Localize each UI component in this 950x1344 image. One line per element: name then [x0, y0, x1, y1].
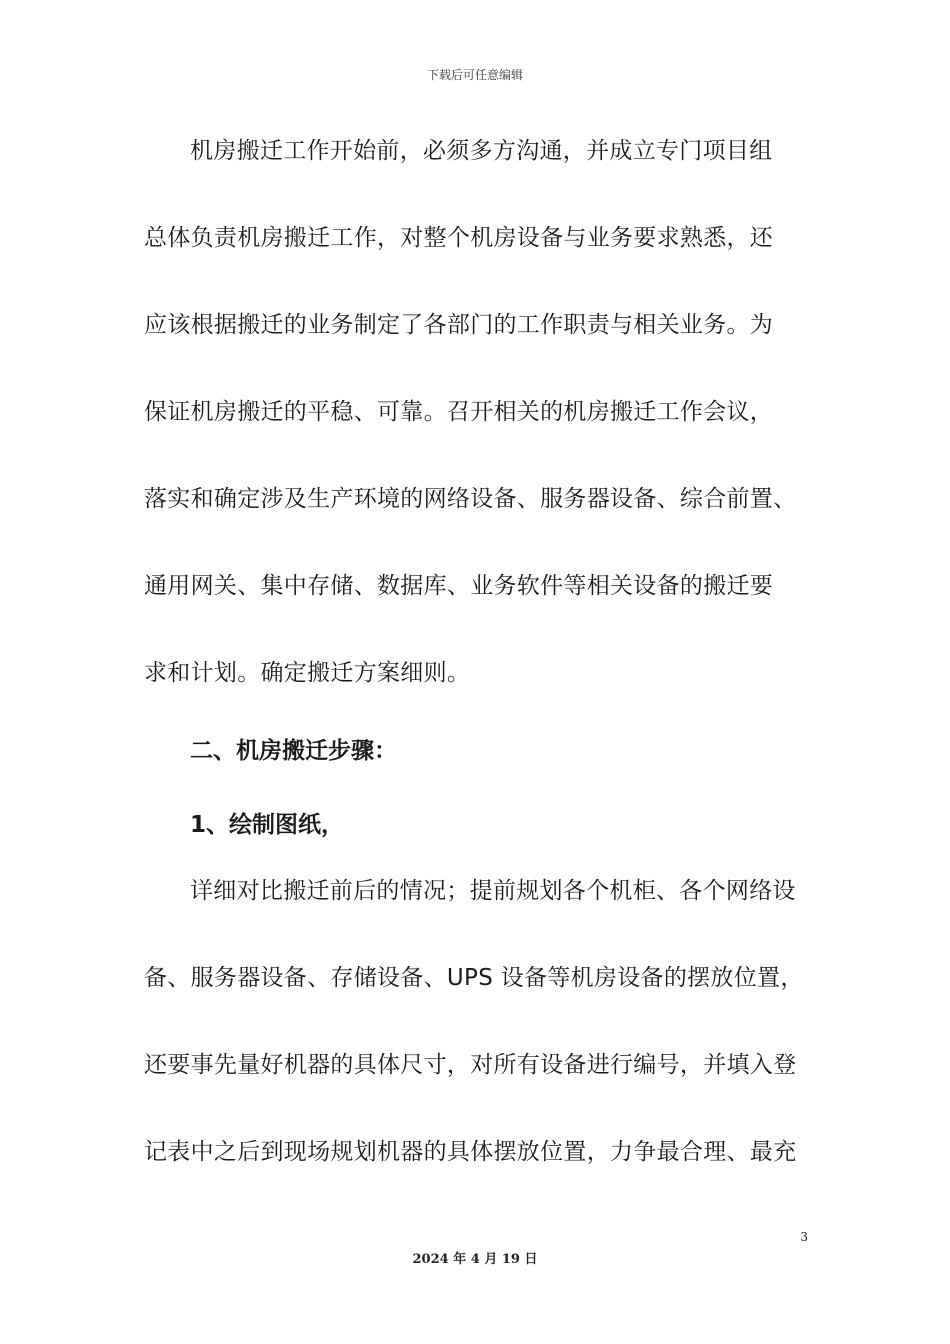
page-number: 3 — [800, 1230, 808, 1244]
footer-date: 2024 年 4 月 19 日 — [412, 1252, 538, 1267]
paragraph-drawing — [144, 848, 824, 1196]
paragraph-line: 应该根据搬迁的业务制定了各部门的工作职责与相关业务。为 — [144, 312, 774, 338]
paragraph-line: 备、服务器设备、存储设备、UPS 设备等机房设备的摆放位置， — [144, 965, 804, 991]
paragraph-line: 落实和确定涉及生产环境的网络设备、服务器设备、综合前置、 — [144, 486, 797, 512]
paragraph-line: 通用网关、集中存储、数据库、业务软件等相关设备的搬迁要 — [144, 573, 774, 599]
paragraph-line: 记表中之后到现场规划机器的具体摆放位置，力争最合理、最充 — [144, 1139, 797, 1165]
paragraph-preparation — [144, 108, 824, 717]
header-note: 下载后可任意编辑 — [426, 68, 523, 82]
paragraph-line: 求和计划。确定搬迁方案细则。 — [144, 660, 471, 686]
section-heading: 二、机房搬迁步骤： — [190, 738, 397, 764]
paragraph-line: 详细对比搬迁前后的情况；提前规划各个机柜、各个网络设 — [190, 878, 796, 904]
paragraph-line: 保证机房搬迁的平稳、可靠。召开相关的机房搬迁工作会议， — [144, 399, 774, 425]
step-heading: 1、绘制图纸， — [190, 812, 345, 838]
paragraph-line: 总体负责机房搬迁工作，对整个机房设备与业务要求熟悉，还 — [144, 225, 774, 251]
paragraph-line: 还要事先量好机器的具体尺寸，对所有设备进行编号，并填入登 — [144, 1052, 797, 1078]
paragraph-line: 机房搬迁工作开始前，必须多方沟通，并成立专门项目组 — [190, 138, 773, 164]
